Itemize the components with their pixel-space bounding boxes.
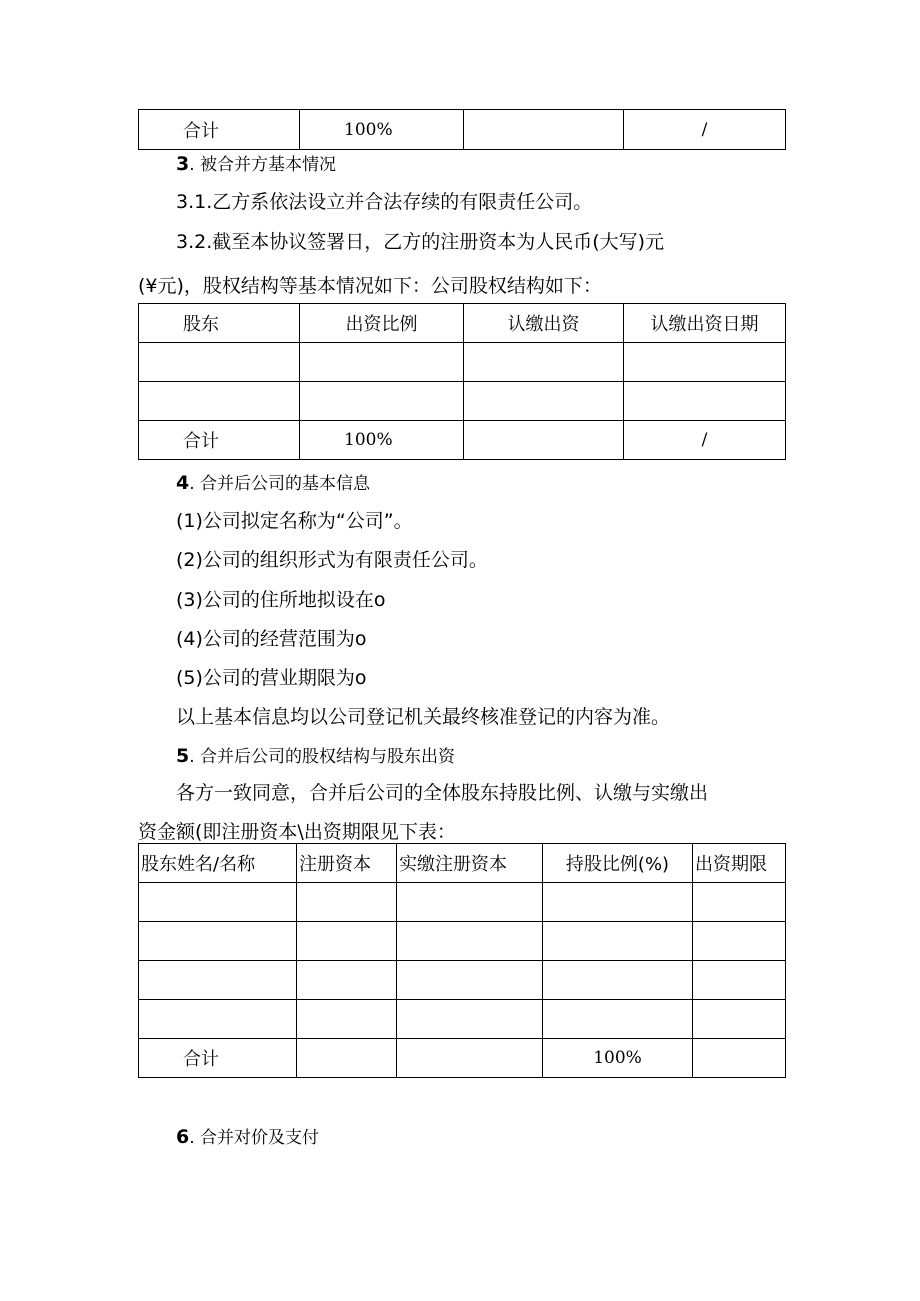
table-row bbox=[139, 883, 786, 922]
section6-heading-text: . 合并对价及支付 bbox=[189, 1128, 320, 1148]
total-date-cell: / bbox=[624, 110, 786, 150]
table-cell bbox=[543, 922, 693, 961]
section3-heading-number: 3 bbox=[176, 153, 190, 175]
section3-heading-text: . 被合并方基本情况 bbox=[189, 155, 337, 175]
table-row bbox=[139, 382, 786, 421]
table-cell bbox=[397, 961, 543, 1000]
total-term-cell bbox=[693, 1039, 786, 1078]
section5-heading bbox=[176, 745, 455, 768]
header-shareholder-name: 股东姓名/名称 bbox=[139, 844, 297, 883]
party-b-shareholding-table bbox=[138, 303, 786, 460]
table-cell bbox=[693, 922, 786, 961]
section4-item-3: (3)公司的住所地拟设在o bbox=[176, 589, 386, 611]
section5-heading-text: . 合并后公司的股权结构与股东出资 bbox=[189, 747, 456, 767]
total-paid-cell bbox=[464, 110, 624, 150]
table-cell bbox=[297, 922, 397, 961]
section4-heading-number: 4 bbox=[176, 472, 190, 494]
table-cell bbox=[139, 883, 297, 922]
section4-item-5: (5)公司的营业期限为o bbox=[176, 667, 367, 689]
post-merger-equity-table bbox=[138, 843, 786, 1078]
section4-note: 以上基本信息均以公司登记机关最终核准登记的内容为准。 bbox=[176, 706, 671, 728]
table-cell bbox=[693, 961, 786, 1000]
table-cell bbox=[139, 961, 297, 1000]
section5-heading-number: 5 bbox=[176, 745, 190, 767]
table-cell bbox=[297, 883, 397, 922]
section3-paragraph-2: 3.2.截至本协议签署日，乙方的注册资本为人民币(大写)元 bbox=[176, 231, 665, 253]
header-subscribed: 认缴出资 bbox=[464, 304, 624, 343]
table-header-row bbox=[139, 844, 786, 883]
section5-paragraph-2: 资金额(即注册资本\出资期限见下表： bbox=[138, 821, 456, 843]
table-cell bbox=[397, 883, 543, 922]
total-ratio-cell: 100% bbox=[543, 1039, 693, 1078]
table-cell bbox=[297, 961, 397, 1000]
total-paid-cell bbox=[397, 1039, 543, 1078]
table-cell bbox=[297, 1000, 397, 1039]
section5-paragraph-1: 各方一致同意，合并后公司的全体股东持股比例、认缴与实缴出 bbox=[176, 782, 709, 804]
section6-heading-number: 6 bbox=[176, 1126, 190, 1148]
table-cell bbox=[139, 1000, 297, 1039]
table-cell bbox=[300, 343, 464, 382]
table-row bbox=[139, 1000, 786, 1039]
table-cell bbox=[464, 343, 624, 382]
table-cell bbox=[139, 343, 300, 382]
total-paid-cell bbox=[464, 421, 624, 460]
table-total-row bbox=[139, 1039, 786, 1078]
header-shareholder: 股东 bbox=[139, 304, 300, 343]
header-paid-in-capital: 实缴注册资本 bbox=[397, 844, 543, 883]
header-subscription-date: 认缴出资日期 bbox=[624, 304, 786, 343]
table-cell bbox=[693, 1000, 786, 1039]
table-cell bbox=[464, 382, 624, 421]
total-date-cell: / bbox=[624, 421, 786, 460]
total-reg-cell bbox=[297, 1039, 397, 1078]
header-contribution-term: 出资期限 bbox=[693, 844, 786, 883]
table-row bbox=[139, 343, 786, 382]
section4-item-1: (1)公司拟定名称为“公司”。 bbox=[176, 510, 413, 532]
table-cell bbox=[397, 922, 543, 961]
table-cell bbox=[543, 961, 693, 1000]
total-ratio-cell: 100% bbox=[300, 110, 464, 150]
section4-item-4: (4)公司的经营范围为o bbox=[176, 628, 367, 650]
section3-paragraph-1: 3.1.乙方系依法设立并合法存续的有限责任公司。 bbox=[176, 191, 593, 213]
table-header-row bbox=[139, 304, 786, 343]
section3-heading bbox=[176, 153, 336, 176]
table-row bbox=[139, 961, 786, 1000]
header-registered-capital: 注册资本 bbox=[297, 844, 397, 883]
section4-item-2: (2)公司的组织形式为有限责任公司。 bbox=[176, 549, 488, 571]
section4-heading-text: . 合并后公司的基本信息 bbox=[189, 474, 371, 494]
table-cell bbox=[139, 922, 297, 961]
section6-heading bbox=[176, 1126, 319, 1149]
table-cell bbox=[543, 1000, 693, 1039]
total-label-cell: 合计 bbox=[139, 1039, 297, 1078]
total-label-cell: 合计 bbox=[139, 421, 300, 460]
section4-heading bbox=[176, 472, 370, 495]
table-total-row bbox=[139, 110, 786, 150]
table-row bbox=[139, 922, 786, 961]
section3-paragraph-3: (¥元)，股权结构等基本情况如下：公司股权结构如下： bbox=[138, 275, 602, 297]
table-cell bbox=[139, 382, 300, 421]
header-ratio: 出资比例 bbox=[300, 304, 464, 343]
top-shareholding-table bbox=[138, 109, 786, 150]
table-total-row bbox=[139, 421, 786, 460]
table-cell bbox=[624, 382, 786, 421]
table-cell bbox=[693, 883, 786, 922]
total-ratio-cell: 100% bbox=[300, 421, 464, 460]
header-shareholding-ratio: 持股比例(%) bbox=[543, 844, 693, 883]
table-cell bbox=[624, 343, 786, 382]
table-cell bbox=[300, 382, 464, 421]
total-label-cell: 合计 bbox=[139, 110, 300, 150]
table-cell bbox=[397, 1000, 543, 1039]
table-cell bbox=[543, 883, 693, 922]
